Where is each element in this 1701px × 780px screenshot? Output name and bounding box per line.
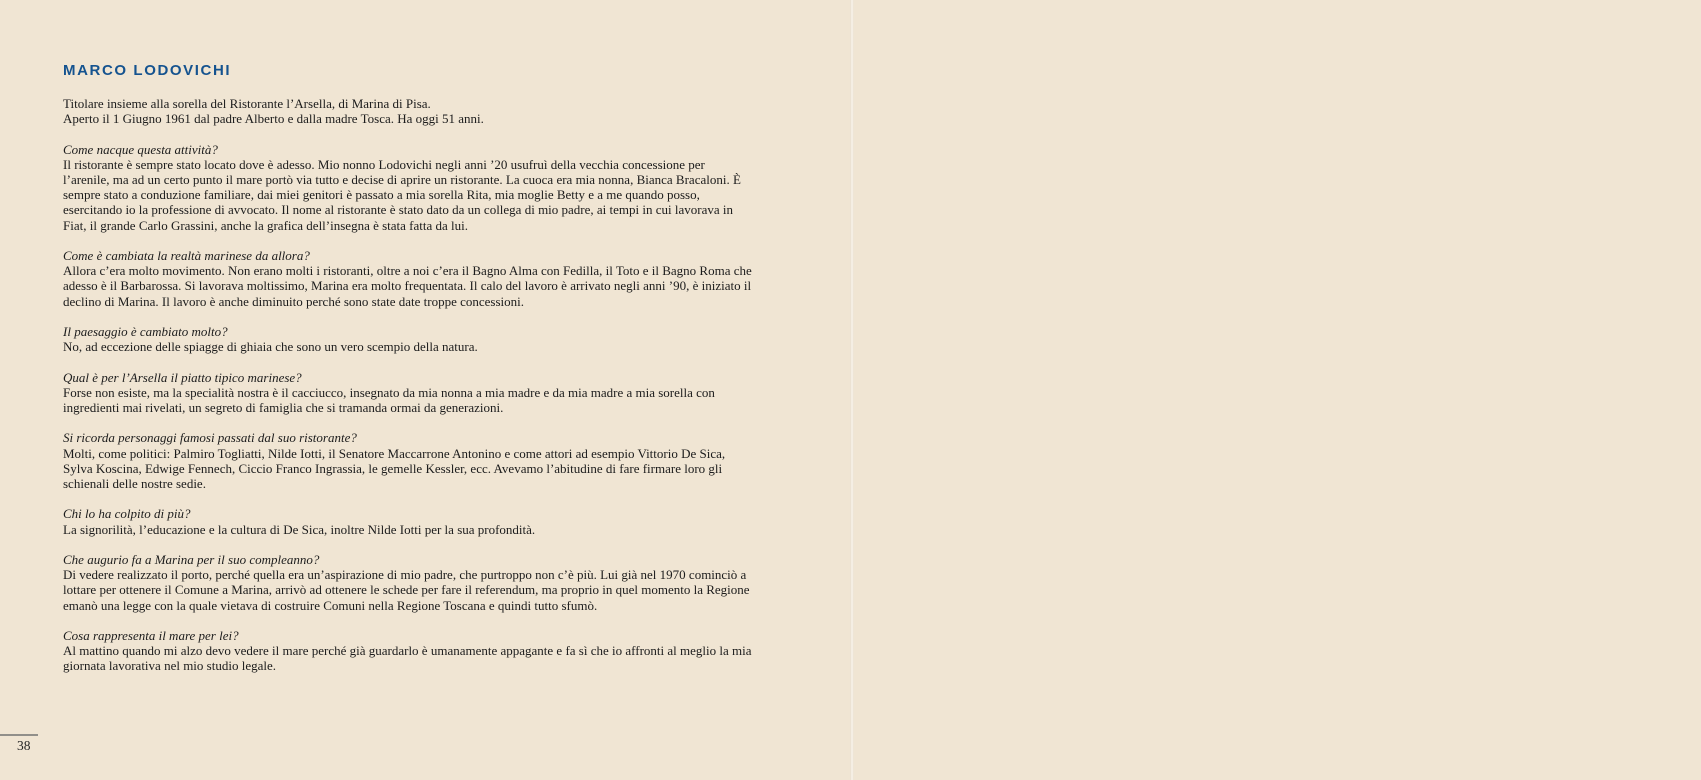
answer: Forse non esiste, ma la specialità nostra è il cacciucco, insegnato da mia nonna a mia madre e da mia madre a mia sorella con ingredienti mai rivelati, un segreto di famiglia che si tramanda ormai da generazioni.: [63, 384, 715, 415]
question: Che augurio fa a Marina per il suo compleanno?: [63, 551, 320, 567]
question: Come nacque questa attività?: [63, 141, 218, 157]
intro-paragraph: [63, 96, 753, 126]
page-number: 38: [17, 738, 31, 753]
qa-block: [63, 552, 753, 613]
intro-line: Titolare insieme alla sorella del Ristorante l’Arsella, di Marina di Pisa.: [63, 96, 431, 111]
qa-block: [63, 430, 753, 491]
answer: Molti, come politici: Palmiro Togliatti, Nilde Iotti, il Senatore Maccarrone Antonino e come attori ad esempio Vittorio De Sica, Sylva Koscina, Edwige Fennech, Ciccio Franco Ingrassia, le gemelle Kessler, ecc. Avevamo l’abitudine di fare firmare loro gli schienali delle nostre sedie.: [63, 445, 726, 491]
qa-block: [63, 248, 753, 309]
question: Qual è per l’Arsella il piatto tipico marinese?: [63, 369, 302, 385]
qa-block: [63, 370, 753, 416]
answer: No, ad eccezione delle spiagge di ghiaia che sono un vero scempio della natura.: [63, 339, 478, 355]
answer: Di vedere realizzato il porto, perché quella era un’aspirazione di mio padre, che purtroppo non c’è più. Lui già nel 1970 cominciò a lottare per ottenere il Comune a Marina, arrivò ad ottenere le schede per fare il referendum, ma proprio in quel momento la Regione emanò una legge con la quale vietava di costruire Comuni nella Regione Toscana e quindi tutto sfumò.: [63, 567, 750, 613]
answer: La signorilità, l’educazione e la cultura di De Sica, inoltre Nilde Iotti per la sua profondità.: [63, 521, 536, 537]
left-page: [0, 0, 850, 780]
question: Cosa rappresenta il mare per lei?: [63, 627, 239, 643]
qa-block: [63, 324, 753, 354]
question: Chi lo ha colpito di più?: [63, 506, 191, 522]
answer: Allora c’era molto movimento. Non erano molti i ristoranti, oltre a noi c’era il Bagno Alma con Fedilla, il Toto e il Bagno Roma che adesso è il Barbarossa. Si lavorava moltissimo, Marina era molto frequentata. Il calo del lavoro è arrivato negli anni ’90, è iniziato il declino di Marina. Il lavoro è anche diminuito perché sono state date troppe concessioni.: [63, 263, 752, 309]
footer-rule: [0, 734, 38, 736]
right-page: [851, 0, 1701, 780]
qa-block: [63, 628, 753, 674]
interview-text: [63, 96, 753, 674]
question: Il paesaggio è cambiato molto?: [63, 324, 228, 339]
question: Come è cambiata la realtà marinese da allora?: [63, 248, 310, 263]
answer: Al mattino quando mi alzo devo vedere il mare perché già guardarlo è umanamente appagante e fa sì che io affronti al meglio la mia giornata lavorativa nel mio studio legale.: [63, 643, 752, 674]
page-title: MARCO LODOVICHI: [63, 62, 232, 79]
qa-block: [63, 506, 753, 536]
qa-list: [63, 142, 753, 674]
question: Si ricorda personaggi famosi passati dal suo ristorante?: [63, 430, 357, 446]
intro-line: Aperto il 1 Giugno 1961 dal padre Alberto e dalla madre Tosca. Ha oggi 51 anni.: [63, 111, 484, 127]
answer: Il ristorante è sempre stato locato dove è adesso. Mio nonno Lodovichi negli anni ’20 usufruì della vecchia concessione per l’arenile, ma ad un certo punto il mare portò via tutto e decise di aprire un ristorante. La cuoca era mia nonna, Bianca Bracaloni. È sempre stato a conduzione familiare, dai miei genitori è passato a mia sorella Rita, mia moglie Betty e a me quando posso, esercitando io la professione di avvocato. Il nome al ristorante è stato dato da un collega di mio padre, ai tempi in cui lavorava in Fiat, il grande Carlo Grassini, anche la grafica dell’insegna è stata fatta da lui.: [63, 156, 741, 233]
qa-block: [63, 142, 753, 233]
